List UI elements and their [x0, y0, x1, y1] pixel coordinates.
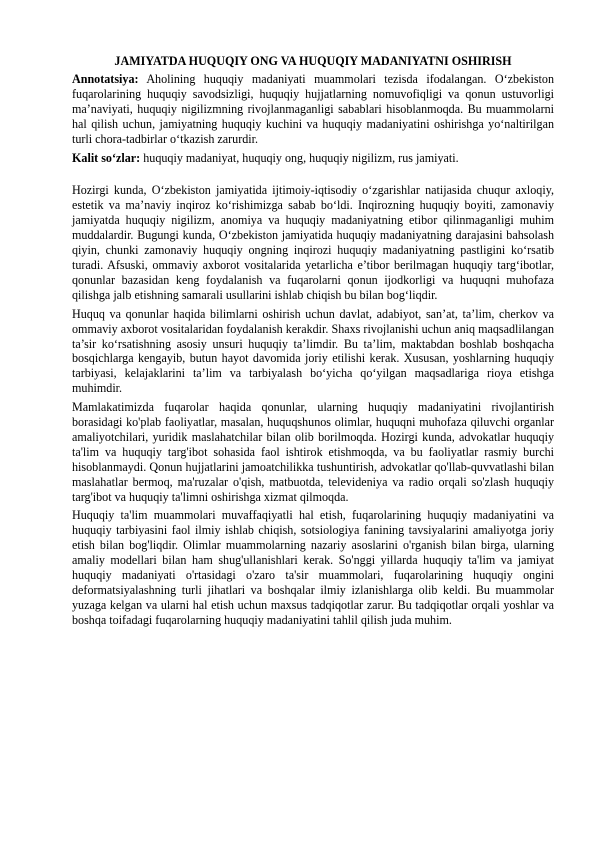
- keywords: [72, 151, 554, 166]
- abstract-text: Aholining huquqiy madaniyati muammolari tezisda ifodalangan. O‘zbekiston fuqarolarining huquqiy savodsizligi, huquqiy hujjatlarning nomuvofiqligi va qonun ustuvorligi ma’naviyati, huquqiy nigilizmning rivojlanmaganligi sabablari hisoblanmoqda. Bu muammolarni hal qilish uchun, jamiyatning huquqiy kuchini va huquqiy madaniyatini oshirishga yo‘naltirilgan turli chora-tadbirlar o‘tkazish zarurdir.: [72, 72, 554, 146]
- paper-title: JAMIYATDA HUQUQIY ONG VA HUQUQIY MADANIYATNI OSHIRISH: [114, 54, 512, 68]
- body-paragraph: Mamlakatimizda fuqarolar haqida qonunlar, ularning huquqiy madaniyatini rivojlantirish borasidagi ko'plab faoliyatlar, masalan, huquqshunos olimlar, huquqni muhofaza qiluvchi organlar amaliyotchilari, yuridik maslahatchilar bilan olib borilmoqda. Hozirgi kunda, advokatlar huquqiy ta'lim va huquqiy targ'ibot sohasida faol ishtirok etishmoqda, va bu faoliyatlar rasmiy burchi hisoblanmaydi. Qonun hujjatlarini jamoatchilikka tushuntirish, advokatlar qo'llab-quvvatlashi bilan maslahatlar bermoq, ma'ruzalar o'qish, matbuotda, televideniya va radio orqali so'zlash huquqiy targ'ibot va huquqiy ta'limni oshirishga xizmat qilmoqda.: [72, 400, 554, 504]
- body-paragraph: Huquq va qonunlar haqida bilimlarni oshirish uchun davlat, adabiyot, san’at, ta’lim, cherkov va ommaviy axborot vositalaridan foydalanish kerakdir. Shaxs rivojlanishi uchun aniq maqsadlilangan ta’sir ko‘rsatishning asosiy unsuri huquqiy ta’limdir. Bu ta’lim, maktabdan boshlab boshqacha bosqichlarga kengayib, butun hayot davomida joriy etilishi kerak. Xususan, yoshlarning huquqiy tarbiyasi, kelajaklarini ta’lim va tarbiyalash bo‘yicha qo‘yilgan maqsadlariga rioya etishga muhimdir.: [72, 306, 554, 396]
- keywords-label: Kalit so‘zlar:: [72, 150, 141, 165]
- body-paragraph: Hozirgi kunda, O‘zbekiston jamiyatida ijtimoiy-iqtisodiy o‘zgarishlar natijasida chuqur axloqiy, estetik va ma’naviy inqiroz ko‘rishimizga sabab bo‘ldi. Inqirozning huquqiy boyiti, zamonaviy jamiyatda huquqiy nigilizm, anomiya va huquqiy madaniyatning etibor qilinmaganligi muhim muddalardir. Bugungi kunda, O‘zbekiston jamiyatida huquqiy madaniyatning darajasini bahsolash qiyin, chunki zamonaviy huquqiy ongning inqirozi huquqiy madaniyatning pastligini ko‘rsatib turadi. Afsuski, ommaviy axborot vositalarida yetarlicha e’tibor berilmagan huquqiy targ‘ibotlar, qonunlar bazasidan keng foydalanish va fuqarolarni qonun ijodkorligi va huquqni muhofaza qilishga jalb etishning samarali usullarini ishlab chiqish bu bilan bog‘liqdir.: [72, 183, 554, 302]
- abstract: [72, 72, 554, 147]
- body-paragraph: Huquqiy ta'lim muammolari muvaffaqiyatli hal etish, fuqarolarining huquqiy madaniyatini va huquqiy tarbiyasini faol ilmiy ishlab chiqish, sotsiologiya fanining tavsiyalarini amaliyotga joriy etish bilan bog'liqdir. Olimlar muammolarning nazariy asoslarini o'rganish bilan birga, ularning amaliy modellari bilan ham shug'ullanishlari kerak. So'nggi yillarda huquqiy ta'lim va jamiyat huquqiy madaniyati o'rtasidagi o'zaro ta'sir muammolari, fuqarolarining huquqiy ongini deformatsiyalashning turli jihatlari va boshqalar ilmiy izlanishlarga olib keldi. Bu muammolar yuzaga kelgan va ularni hal etish uchun maxsus tadqiqotlar zarur. Bu tadqiqotlar orqali yoshlar va boshqa toifadagi fuqarolarning huquqiy madaniyatini tahlil qilish juda muhim.: [72, 508, 554, 627]
- abstract-label: Annotatsiya:: [72, 72, 139, 86]
- section-gap: [72, 169, 554, 183]
- keywords-text: huquqiy madaniyat, huquqiy ong, huquqiy nigilizm, rus jamiyati.: [143, 150, 459, 165]
